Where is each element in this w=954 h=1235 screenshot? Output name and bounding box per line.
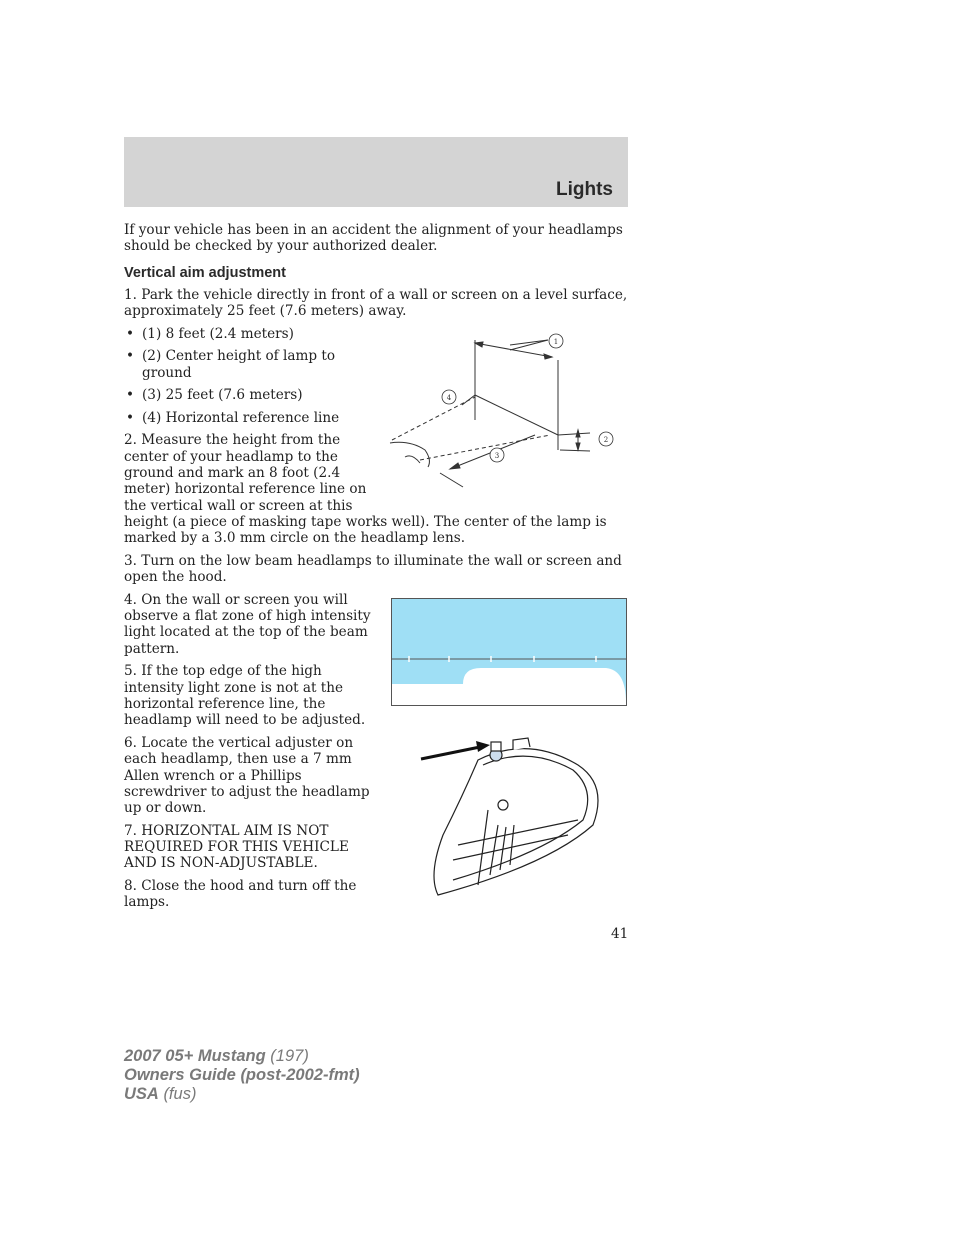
page-number: 41 — [611, 926, 629, 942]
footer-guide: Owners Guide (post-2002-fmt) — [124, 1066, 360, 1084]
step4-line: pattern. — [124, 641, 180, 657]
step7-line: AND IS NON-ADJUSTABLE. — [124, 855, 318, 871]
step8-line: lamps. — [124, 894, 170, 910]
step5-line: headlamp will need to be adjusted. — [124, 712, 366, 728]
headlamp-adjuster-diagram — [418, 735, 603, 900]
intro-line-2: should be checked by your authorized dealer. — [124, 238, 438, 254]
step6-line: each headlamp, then use a 7 mm — [124, 751, 352, 767]
bullet-text: (3) 25 feet (7.6 meters) — [142, 387, 303, 403]
intro-line-1: If your vehicle has been in an accident the alignment of your headlamps — [124, 222, 623, 238]
step6-line: screwdriver to adjust the headlamp — [124, 784, 370, 800]
bullet-text: (2) Center height of lamp to — [142, 348, 336, 364]
step2-line: the vertical wall or screen at this — [124, 498, 353, 514]
bullet-dot: • — [126, 326, 135, 342]
step2-line: ground and mark an 8 foot (2.4 — [124, 465, 341, 481]
step2-line: marked by a 3.0 mm circle on the headlamp lens. — [124, 530, 466, 546]
callout-1-label: 1 — [553, 338, 559, 346]
footer — [124, 1047, 360, 1104]
beam-lower-dashed — [420, 435, 550, 460]
step3-line-1: 3. Turn on the low beam headlamps to illuminate the wall or screen and — [124, 553, 622, 569]
vehicle-outline — [390, 442, 429, 467]
beam-pattern-diagram — [391, 598, 627, 706]
step4-line: light located at the top of the beam — [124, 624, 368, 640]
step4-line: observe a flat zone of high intensity — [124, 608, 371, 624]
reference-line — [475, 395, 558, 435]
step6-line: up or down. — [124, 800, 207, 816]
step2-line: height (a piece of masking tape works well). The center of the lamp is — [124, 514, 607, 530]
bullet-dot: • — [126, 410, 135, 426]
section-title: Lights — [556, 179, 613, 200]
beam-upper-dashed — [392, 397, 475, 440]
subsection-heading: Vertical aim adjustment — [124, 265, 286, 281]
pointer-arrow — [421, 747, 480, 759]
section-header-band — [124, 137, 628, 207]
step2-line: 2. Measure the height from the — [124, 432, 341, 448]
step4-line: 4. On the wall or screen you will — [124, 592, 348, 608]
step2-line: center of your headlamp to the — [124, 449, 338, 465]
aiming-setup-diagram — [380, 325, 620, 490]
bullet-dot: • — [126, 348, 135, 364]
step5-line: horizontal reference line, the — [124, 696, 326, 712]
callout-3-label: 3 — [494, 452, 500, 460]
bullet-text: ground — [142, 365, 192, 381]
dimension-line-1 — [475, 343, 552, 357]
bullet-text: (1) 8 feet (2.4 meters) — [142, 326, 294, 342]
footer-market: USA — [124, 1085, 159, 1103]
callout-4-label: 4 — [446, 394, 452, 402]
step7-line: 7. HORIZONTAL AIM IS NOT — [124, 823, 329, 839]
step5-line: 5. If the top edge of the high — [124, 663, 322, 679]
arrow-head-icon — [476, 741, 490, 752]
step1-line-2: approximately 25 feet (7.6 meters) away. — [124, 303, 407, 319]
step8-line: 8. Close the hood and turn off the — [124, 878, 357, 894]
callout-2-label: 2 — [603, 436, 609, 444]
step2-line: meter) horizontal reference line on — [124, 481, 367, 497]
step7-line: REQUIRED FOR THIS VEHICLE — [124, 839, 349, 855]
step3-line-2: open the hood. — [124, 569, 227, 585]
lamp-center-mark — [498, 800, 508, 810]
footer-model: 2007 05+ Mustang — [124, 1047, 266, 1065]
bullet-text: (4) Horizontal reference line — [142, 410, 340, 426]
bullet-dot: • — [126, 387, 135, 403]
step6-line: Allen wrench or a Phillips — [124, 768, 302, 784]
footer-model-code: (197) — [270, 1047, 309, 1065]
step1-line-1: 1. Park the vehicle directly in front of a wall or screen on a level surface, — [124, 287, 628, 303]
footer-market-code: (fus) — [163, 1085, 197, 1103]
step5-line: intensity light zone is not at the — [124, 680, 344, 696]
step6-line: 6. Locate the vertical adjuster on — [124, 735, 354, 751]
